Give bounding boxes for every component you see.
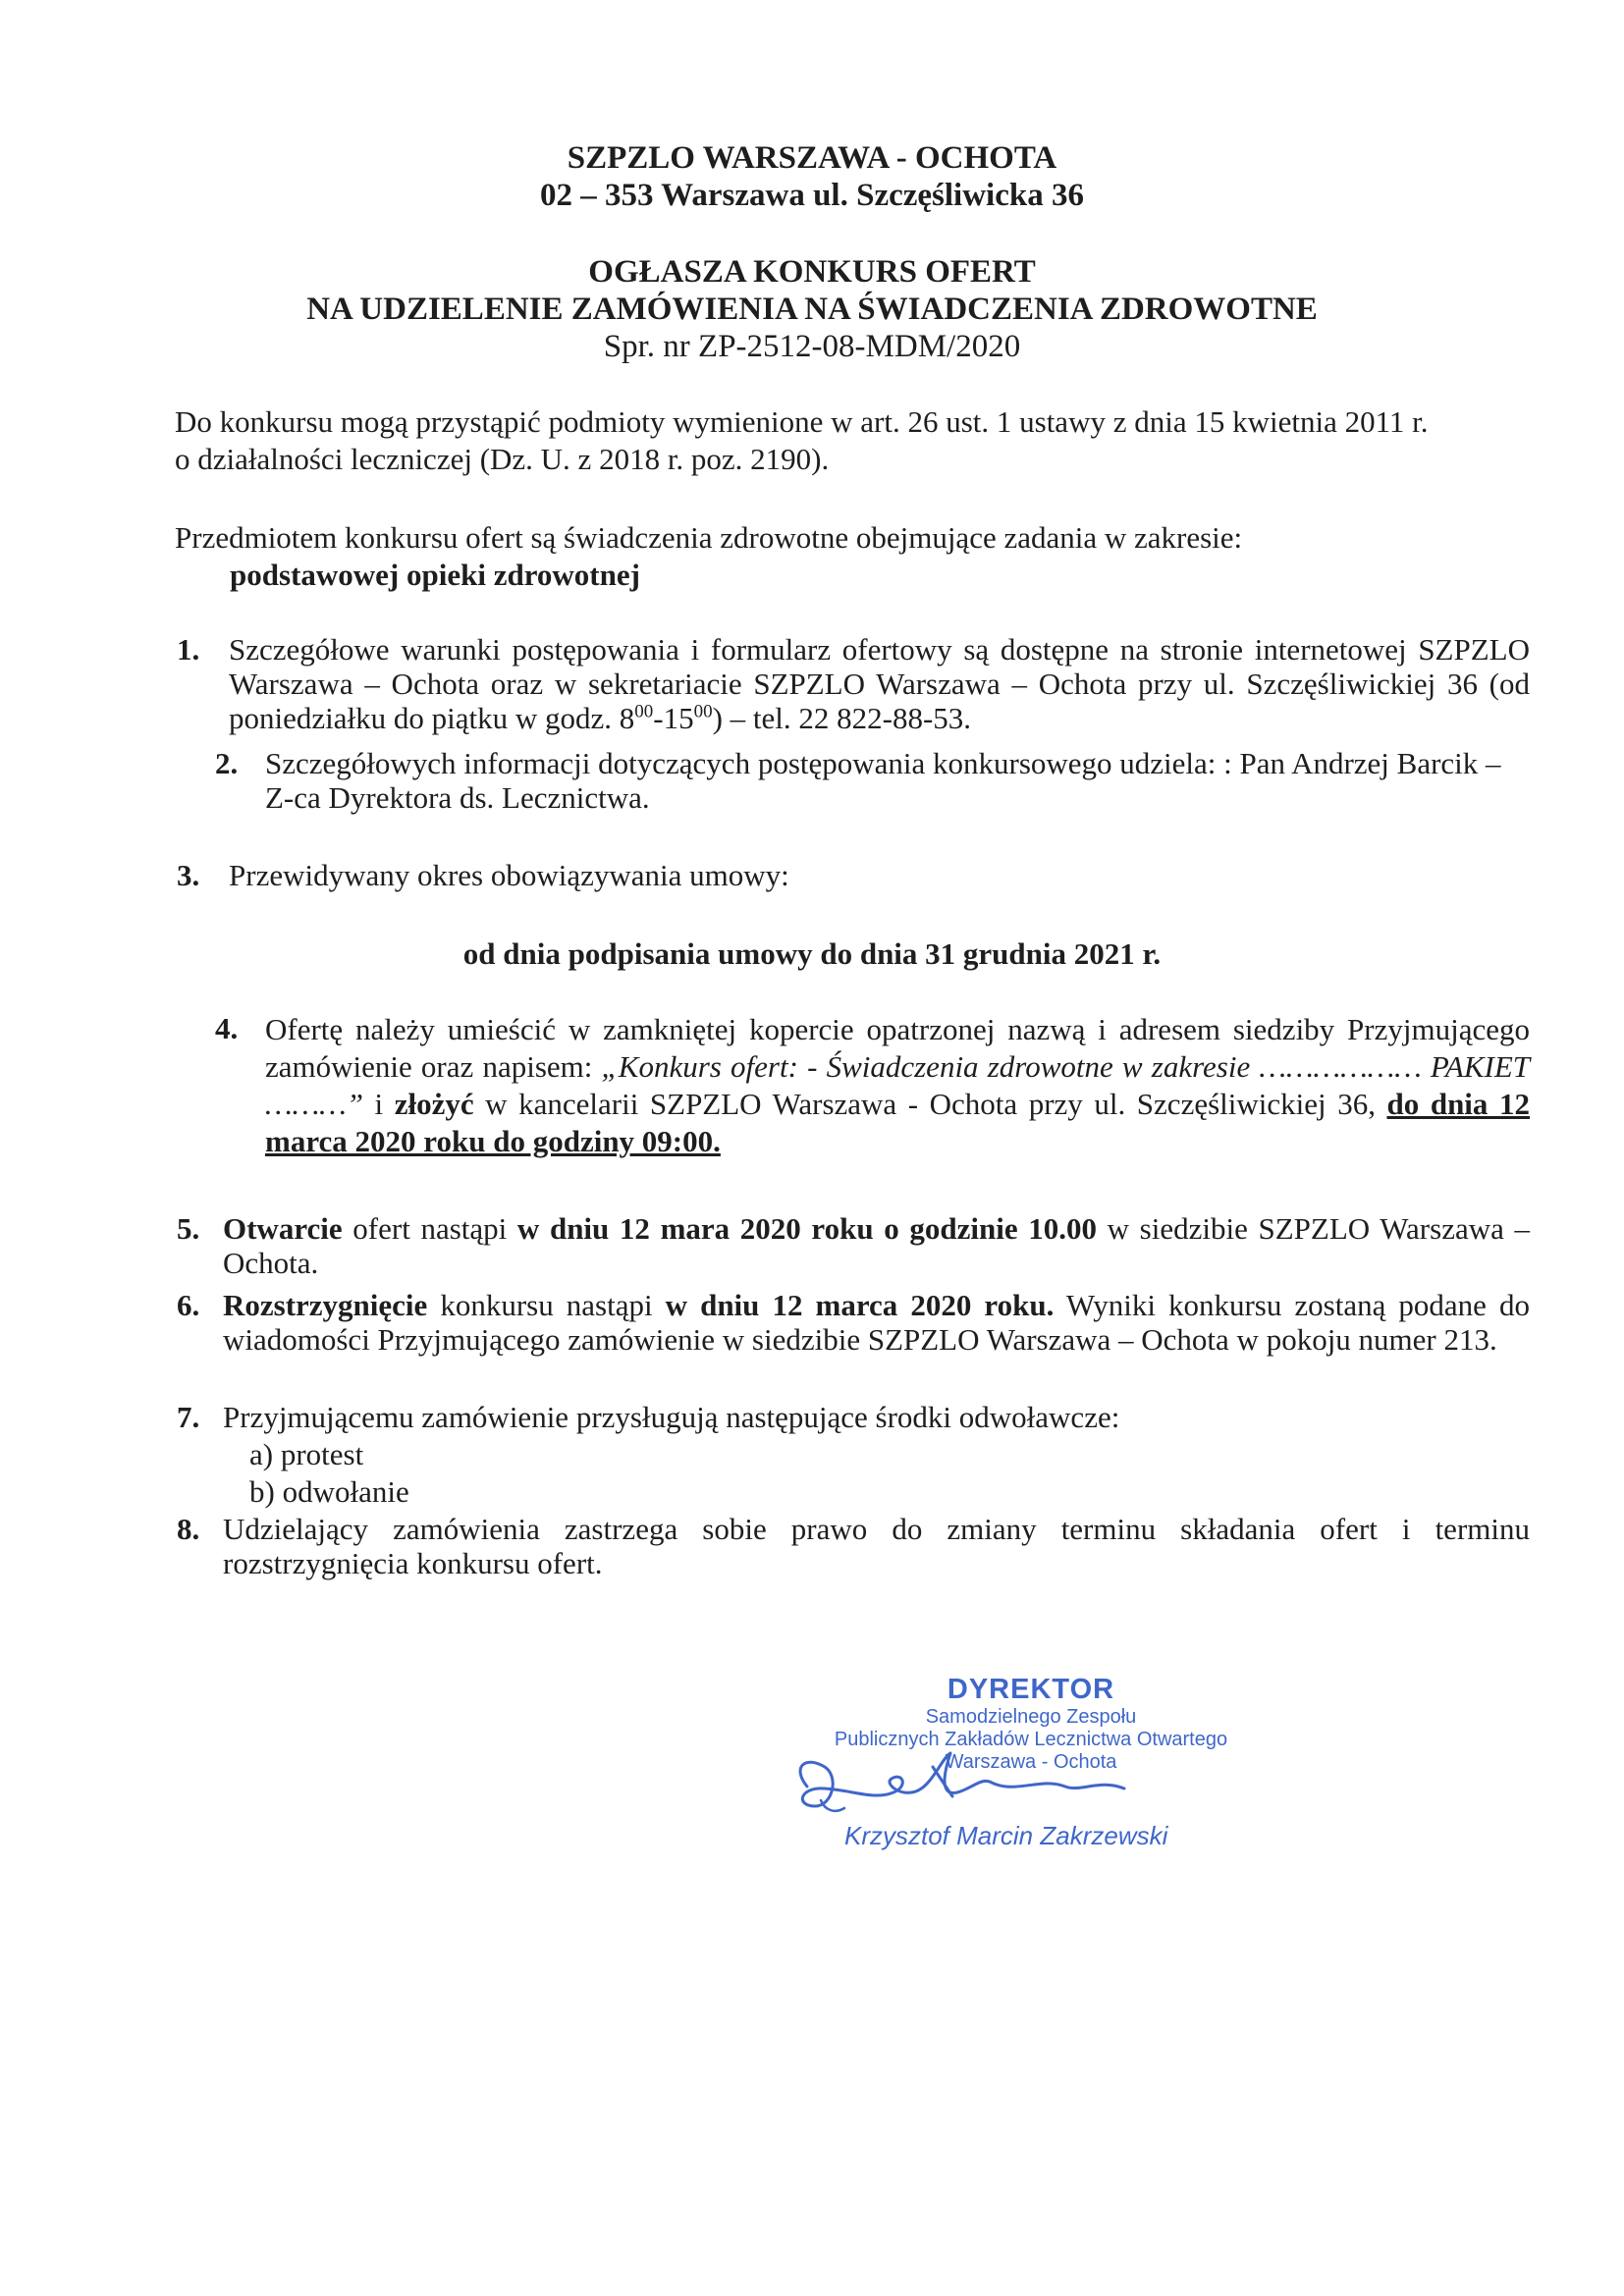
stamp-line-1: Samodzielnego Zespołu xyxy=(925,1706,1137,1728)
item-5-text: Otwarcie ofert nastąpi w dniu 12 mara 2020 roku o godzinie 10.00 w siedzibie SZPZLO Warszawa – Ochota. xyxy=(223,1211,1530,1280)
deadline: do dnia 12 marca 2020 roku do godziny 09:00. xyxy=(265,1087,1530,1158)
item-2-number: 2. xyxy=(215,746,239,780)
intro-line-1: Do konkursu mogą przystąpić podmioty wymienione w art. 26 ust. 1 ustawy z dnia 15 kwietnia 2011 r. xyxy=(175,404,1429,439)
item-3-number: 3. xyxy=(177,858,200,892)
item-7-number: 7. xyxy=(177,1400,200,1434)
signatory-name: Krzysztof Marcin Zakrzewski xyxy=(844,1821,1168,1850)
item-8-text: Udzielający zamówienia zastrzega sobie prawo do zmiany terminu składania ofert i terminu rozstrzygnięcia konkursu ofert. xyxy=(223,1512,1530,1580)
item-7-option-a: a) protest xyxy=(249,1437,364,1471)
contract-period: od dnia podpisania umowy do dnia 31 grudnia 2021 r. xyxy=(462,936,1162,971)
stamp-title: DYREKTOR xyxy=(947,1674,1115,1705)
stamp-line-2: Publicznych Zakładów Lecznictwa Otwartego xyxy=(834,1729,1228,1750)
item-4-text: Ofertę należy umieścić w zamkniętej kopercie opatrzonej nazwą i adresem siedziby Przyjmującego zamówienie oraz napisem: „Konkurs ofert: - Świadczenia zdrowotne w zakresie ……………… PAKIET ………” i złożyć w kancelarii SZPZLO Warszawa - Ochota przy ul. Szczęśliwickiej 36, do dnia 12 marca 2020 roku do godziny 09:00. xyxy=(265,1012,1530,1158)
item-3-text: Przewidywany okres obowiązywania umowy: xyxy=(229,858,789,892)
item-8-number: 8. xyxy=(177,1512,200,1546)
stamp-line-3: Warszawa - Ochota xyxy=(945,1751,1117,1773)
title-line-1: OGŁASZA KONKURS OFERT xyxy=(588,254,1036,290)
subject-text: Przedmiotem konkursu ofert są świadczenia zdrowotne obejmujące zadania w zakresie: xyxy=(175,520,1243,555)
item-6-number: 6. xyxy=(177,1288,200,1322)
item-5-number: 5. xyxy=(177,1211,200,1246)
item-7-option-b: b) odwołanie xyxy=(249,1474,409,1509)
item-6-text: Rozstrzygnięcie konkursu nastąpi w dniu 12 marca 2020 roku. Wyniki konkursu zostaną podane do wiadomości Przyjmującego zamówienie w siedzibie SZPZLO Warszawa – Ochota w pokoju numer 213. xyxy=(223,1288,1530,1357)
item-7-text: Przyjmującemu zamówienie przysługują następujące środki odwoławcze: xyxy=(223,1400,1120,1434)
item-1-text: Szczegółowe warunki postępowania i formularz ofertowy są dostępne na stronie internetowej SZPZLO Warszawa – Ochota oraz w sekretariacie SZPZLO Warszawa – Ochota przy ul. Szczęśliwickiej 36 (od poniedziałku do piątku w godz. $8^{00}-15^{00}$) – tel. 22 822-88-53. xyxy=(229,632,1530,735)
org-name: SZPZLO WARSZAWA - OCHOTA xyxy=(567,140,1057,176)
subject-bold: podstawowej opieki zdrowotnej xyxy=(230,558,640,592)
title-line-2: NA UDZIELENIE ZAMÓWIENIA NA ŚWIADCZENIA ZDROWOTNE xyxy=(306,292,1318,327)
item-1-number: 1. xyxy=(177,632,200,667)
item-4-number: 4. xyxy=(215,1011,239,1045)
item-2-text: Szczegółowych informacji dotyczących postępowania konkursowego udziela: : Pan Andrzej Barcik – Z-ca Dyrektora ds. Lecznictwa. xyxy=(265,746,1501,815)
reference-number: Spr. nr ZP-2512-08-MDM/2020 xyxy=(603,329,1021,364)
intro-line-2: o działalności leczniczej (Dz. U. z 2018 r. poz. 2190). xyxy=(175,442,830,476)
org-address: 02 – 353 Warszawa ul. Szczęśliwicka 36 xyxy=(540,178,1084,213)
handwritten-signature xyxy=(785,1728,1237,1836)
